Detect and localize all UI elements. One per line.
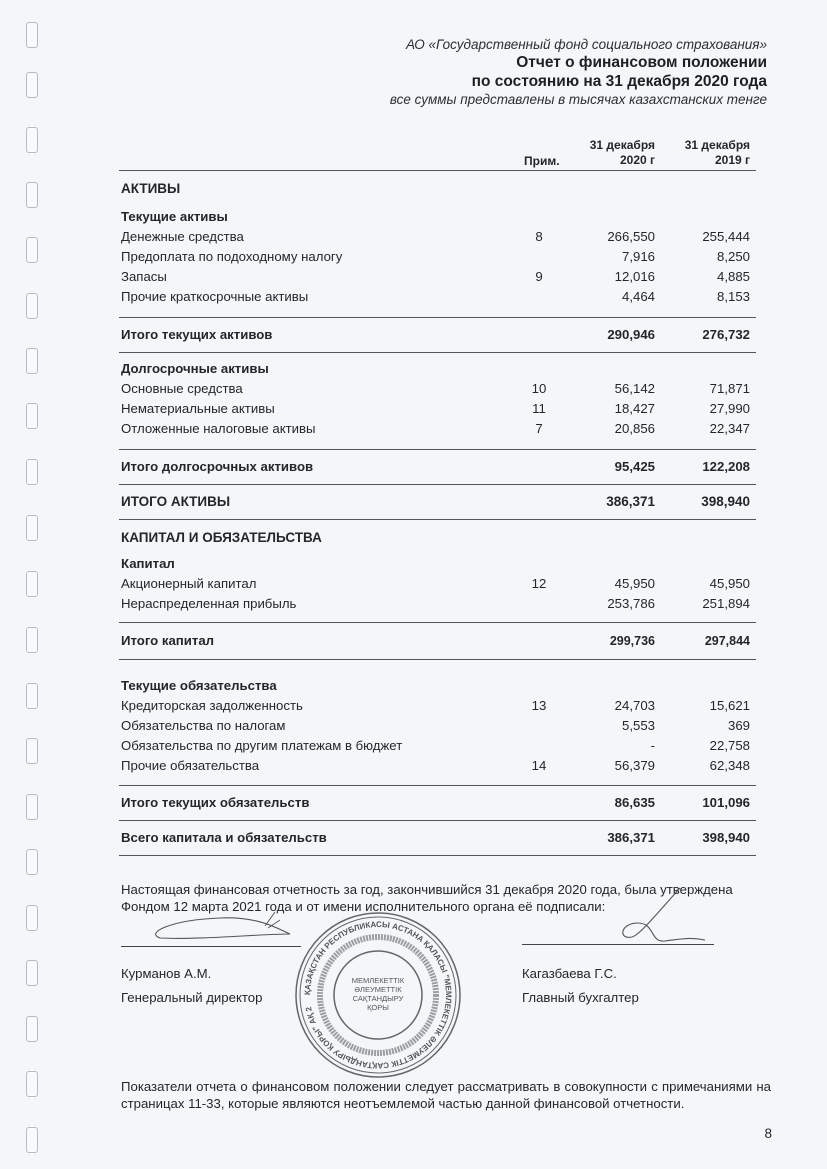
cell-label: Нематериальные активы xyxy=(121,401,275,416)
cell-v2019: 251,894 xyxy=(702,596,750,611)
table-row xyxy=(119,736,756,756)
cell-v2020: 4,464 xyxy=(621,289,655,304)
column-2019-header: 31 декабря 2019 г xyxy=(684,138,750,167)
signature-line-director xyxy=(121,946,301,947)
subsection-title-equity: Капитал xyxy=(121,556,175,571)
table-row xyxy=(119,716,756,736)
cell-v2019: 71,871 xyxy=(709,381,750,396)
cell-v2020: 12,016 xyxy=(614,269,655,284)
stamp-center-line2: ӘЛЕУМЕТТІК xyxy=(354,985,402,994)
cell-note: 13 xyxy=(531,698,547,713)
section-title-assets: АКТИВЫ xyxy=(121,181,181,196)
stamp-center-line1: МЕМЛЕКЕТТІК xyxy=(351,976,405,985)
binding-hole xyxy=(26,905,38,931)
cell-label: Прочие краткосрочные активы xyxy=(121,289,309,304)
footnote-text: Показатели отчета о финансовом положении следует рассматривать в совокупности с примечаниями на страницах 11-33, которые являются неотъемлемой частью данной финансовой отчетности. xyxy=(121,1079,771,1111)
signatory2-name: Кагазбаева Г.С. xyxy=(522,966,617,981)
binding-holes xyxy=(26,0,40,1169)
section-title-equity-liabilities: КАПИТАЛ И ОБЯЗАТЕЛЬСТВА xyxy=(121,530,322,545)
table-row xyxy=(119,247,756,267)
binding-hole xyxy=(26,22,38,48)
column-2020-header: 31 декабря 2020 г xyxy=(589,138,655,167)
cell-label: Прочие обязательства xyxy=(121,758,260,773)
binding-hole xyxy=(26,293,38,319)
cell-label: Кредиторская задолженность xyxy=(121,698,303,713)
cell-label: Нераспределенная прибыль xyxy=(121,596,297,611)
binding-hole xyxy=(26,515,38,541)
binding-hole xyxy=(26,1127,38,1153)
binding-hole xyxy=(26,1071,38,1097)
cell-note: 11 xyxy=(532,401,546,416)
binding-hole xyxy=(26,237,38,263)
cell-note: 10 xyxy=(531,381,547,396)
cell-label: Обязательства по другим платежам в бюджет xyxy=(121,738,403,753)
subsection-title-current-assets: Текущие активы xyxy=(121,209,228,224)
binding-hole xyxy=(26,348,38,374)
note-column-header: Прим. xyxy=(524,154,560,168)
binding-hole xyxy=(26,72,38,98)
binding-hole xyxy=(26,683,38,709)
table-row xyxy=(119,756,756,776)
binding-hole xyxy=(26,960,38,986)
cell-note: 14 xyxy=(531,758,547,773)
cell-label: Денежные средства xyxy=(121,229,244,244)
binding-hole xyxy=(26,1016,38,1042)
cell-v2019: 45,950 xyxy=(709,576,750,591)
subsection-title-noncurrent-assets: Долгосрочные активы xyxy=(121,361,269,376)
cell-v2020: 7,916 xyxy=(621,249,655,264)
cell-v2019: 15,621 xyxy=(709,698,750,713)
divider xyxy=(119,855,756,856)
table-row xyxy=(119,399,756,419)
binding-hole xyxy=(26,794,38,820)
table-row xyxy=(119,419,756,439)
cell-v2019: 8,250 xyxy=(716,249,750,264)
cell-label: Обязательства по налогам xyxy=(121,718,286,733)
stamp-ring-text: ҚАЗАҚСТАН РЕСПУБЛИКАСЫ АСТАНА ҚАЛАСЫ "МЕМЛЕКЕТТІК ӘЛЕУМЕТТІК САҚТАНДЫРУ ҚОРЫ" АҚ 2 xyxy=(302,919,454,1071)
units-note: все суммы представлены в тысячах казахстанских тенге xyxy=(389,92,767,107)
signatory2-title: Главный бухгалтер xyxy=(522,990,639,1005)
table-row xyxy=(119,227,756,247)
binding-hole xyxy=(26,627,38,653)
binding-hole xyxy=(26,127,38,153)
signature-director-icon xyxy=(140,908,300,948)
cell-label: Акционерный капитал xyxy=(121,576,257,591)
grand-total-equity-liabilities-row: Всего капитала и обязательств 386,371 398,940 xyxy=(121,830,750,845)
subsection-title-current-liabilities: Текущие обязательства xyxy=(121,678,277,693)
table-row xyxy=(119,696,756,716)
cell-v2020: 18,427 xyxy=(614,401,655,416)
document-header xyxy=(390,36,767,108)
cell-v2019: 62,348 xyxy=(709,758,750,773)
table-row xyxy=(119,267,756,287)
cell-v2020: 5,553 xyxy=(621,718,655,733)
cell-note: 8 xyxy=(535,229,543,244)
column-headers xyxy=(119,138,756,170)
approval-text: Настоящая финансовая отчетность за год, закончившийся 31 декабря 2020 года, была утверждена Фондом 12 марта 2021 года и от имени исполнительного органа её подписали: xyxy=(121,882,733,914)
total-row: Итого капитал 299,736 297,844 xyxy=(121,633,750,648)
binding-hole xyxy=(26,738,38,764)
table-row xyxy=(119,287,756,307)
balance-sheet-table xyxy=(119,138,756,856)
cell-v2020: 24,703 xyxy=(614,698,655,713)
binding-hole xyxy=(26,571,38,597)
total-row: Итого долгосрочных активов 95,425 122,208 xyxy=(121,459,750,474)
table-row xyxy=(119,574,756,594)
binding-hole xyxy=(26,459,38,485)
total-row: Итого текущих обязательств 86,635 101,096 xyxy=(121,795,750,810)
cell-v2020: - xyxy=(650,738,655,753)
cell-v2020: 20,856 xyxy=(614,421,655,436)
table-row xyxy=(119,594,756,614)
total-row: Итого текущих активов 290,946 276,732 xyxy=(121,327,750,342)
page-number: 8 xyxy=(764,1126,772,1141)
cell-v2019: 369 xyxy=(727,718,750,733)
binding-hole xyxy=(26,403,38,429)
stamp-center-line3: САҚТАНДЫРУ xyxy=(352,994,404,1003)
cell-v2019: 8,153 xyxy=(716,289,750,304)
cell-v2019: 22,758 xyxy=(709,738,750,753)
cell-v2020: 45,950 xyxy=(614,576,655,591)
cell-note: 9 xyxy=(535,269,543,284)
table-row xyxy=(119,379,756,399)
cell-v2019: 22,347 xyxy=(709,421,750,436)
cell-label: Отложенные налоговые активы xyxy=(121,421,316,436)
official-stamp-icon xyxy=(283,910,473,1080)
cell-label: Основные средства xyxy=(121,381,243,396)
cell-note: 7 xyxy=(535,421,543,436)
report-title: Отчет о финансовом положении xyxy=(516,54,767,71)
cell-note: 12 xyxy=(531,576,547,591)
organization-name: АО «Государственный фонд социального страхования» xyxy=(406,37,767,52)
cell-v2020: 253,786 xyxy=(607,596,655,611)
signature-line-accountant xyxy=(522,944,714,945)
report-date: по состоянию на 31 декабря 2020 года xyxy=(471,73,767,90)
cell-label: Запасы xyxy=(121,269,167,284)
cell-v2019: 4,885 xyxy=(716,269,750,284)
binding-hole xyxy=(26,182,38,208)
cell-label: Предоплата по подоходному налогу xyxy=(121,249,343,264)
signatory1-name: Курманов А.М. xyxy=(121,966,212,981)
signatory1-title: Генеральный директор xyxy=(121,990,263,1005)
signature-accountant-icon xyxy=(610,885,710,950)
binding-hole xyxy=(26,849,38,875)
stamp-center-line4: ҚОРЫ xyxy=(367,1003,389,1012)
cell-v2020: 266,550 xyxy=(607,229,655,244)
cell-v2019: 27,990 xyxy=(709,401,750,416)
cell-v2020: 56,379 xyxy=(614,758,655,773)
grand-total-assets-row: ИТОГО АКТИВЫ 386,371 398,940 xyxy=(121,494,750,509)
cell-v2020: 56,142 xyxy=(614,381,655,396)
cell-v2019: 255,444 xyxy=(702,229,750,244)
